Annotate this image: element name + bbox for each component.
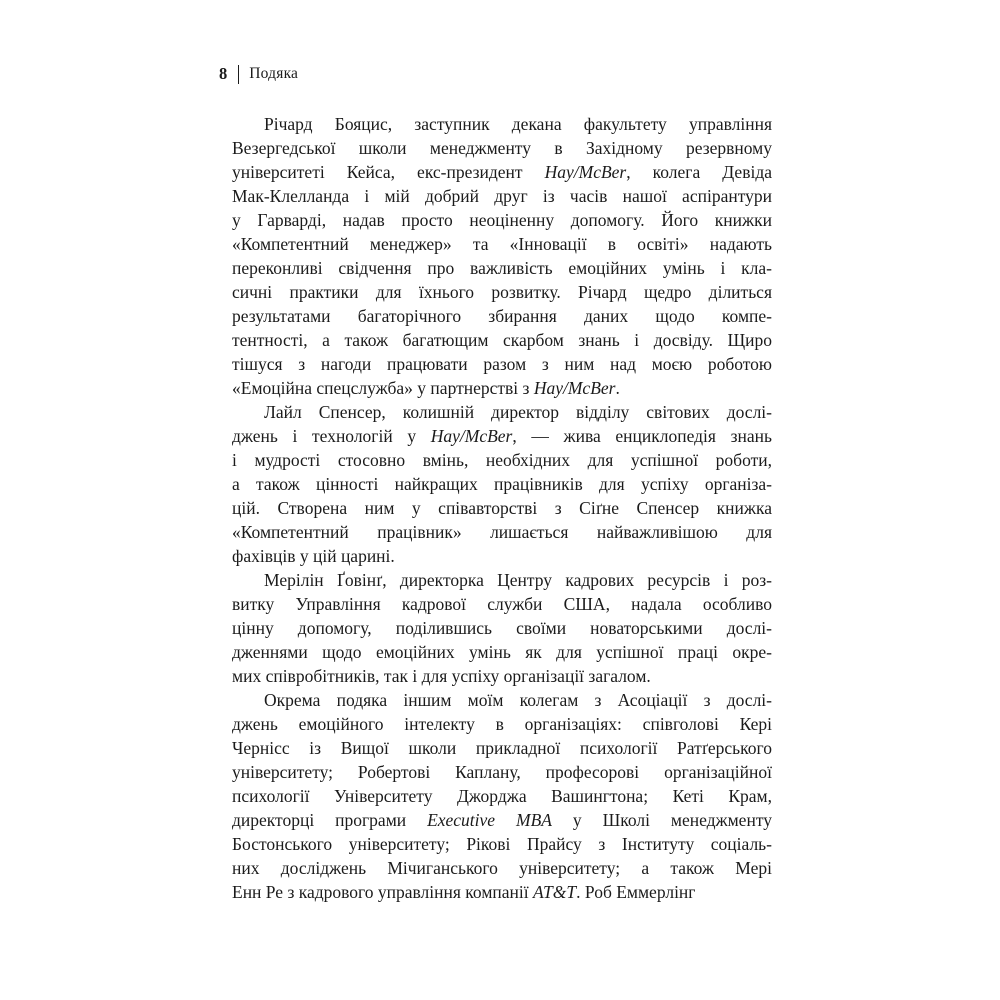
text-line: і мудрості стосовно вмінь, необхідних для успішної роботи, xyxy=(232,450,772,470)
text-line: джень і технологій у Hay/McBer, — жива енциклопедія знань xyxy=(232,426,772,446)
text-line: них досліджень Мічиганського університету; а також Мері xyxy=(232,858,772,878)
text-line: тентності, а також багатющим скарбом знань і досвіду. Щиро xyxy=(232,330,772,350)
text-line: а також цінності найкращих працівників для успіху організа- xyxy=(232,474,772,494)
text-line: університеті Кейса, екс-президент Hay/McBer, колега Девіда xyxy=(232,162,772,182)
paragraph xyxy=(232,112,772,400)
text-line: Енн Ре з кадрового управління компанії AT&T. Роб Еммерлінг xyxy=(232,882,696,902)
text-line: у Гарварді, надав просто неоціненну допомогу. Його книжки xyxy=(232,210,772,230)
text-line: переконливі свідчення про важливість емоційних умінь і кла- xyxy=(232,258,772,278)
text-line: «Емоційна спецслужба» у партнерстві з Hay/McBer. xyxy=(232,378,620,398)
text-line: Лайл Спенсер, колишній директор відділу світових дослі- xyxy=(264,402,772,422)
text-line: «Компетентний менеджер» та «Інновації в освіті» надають xyxy=(232,234,772,254)
text-line: результатами багаторічного збирання даних щодо компе- xyxy=(232,306,772,326)
text-line: «Компетентний працівник» лишається найважливішою для xyxy=(232,522,772,542)
text-line: цінну допомогу, поділившись своїми новаторськими дослі- xyxy=(232,618,772,638)
page-body xyxy=(232,112,772,904)
text-line: Везергедської школи менеджменту в Західному резервному xyxy=(232,138,772,158)
text-line: тішуся з нагоди працювати разом з ним над моєю роботою xyxy=(232,354,772,374)
text-line: Мерілін Ґовінґ, директорка Центру кадрових ресурсів і роз- xyxy=(264,570,772,590)
text-line: витку Управління кадрової служби США, надала особливо xyxy=(232,594,772,614)
text-line: Мак-Клелланда і мій добрий друг із часів нашої аспірантури xyxy=(232,186,772,206)
header-divider xyxy=(238,65,239,84)
italic-text: Hay/McBer xyxy=(544,162,627,182)
paragraph xyxy=(232,688,772,904)
running-header xyxy=(219,64,298,84)
text-line: університету; Робертові Каплану, професорові організаційної xyxy=(232,762,772,782)
text-line: директорці програми Executive MBA у Школі менеджменту xyxy=(232,810,772,830)
text-line: психології Університету Джорджа Вашингтона; Кеті Крам, xyxy=(232,786,772,806)
paragraph xyxy=(232,400,772,568)
page-number: 8 xyxy=(219,64,228,83)
italic-text: Executive MBA xyxy=(427,810,552,830)
header-title: Подяка xyxy=(249,65,299,82)
paragraph xyxy=(232,568,772,688)
text-line: джень емоційного інтелекту в організаціях: співголові Кері xyxy=(232,714,772,734)
text-line: дженнями щодо емоційних умінь як для успішної праці окре- xyxy=(232,642,772,662)
italic-text: Hay/McBer xyxy=(533,378,616,398)
text-line: Річард Бояцис, заступник декана факультету управління xyxy=(264,114,772,134)
text-line: цій. Створена ним у співавторстві з Сіґне Спенсер книжка xyxy=(232,498,772,518)
text-line: мих співробітників, так і для успіху організації загалом. xyxy=(232,666,651,686)
text-line: Окрема подяка іншим моїм колегам з Асоціації з дослі- xyxy=(264,690,772,710)
text-line: Чернісс із Вищої школи прикладної психології Ратґерського xyxy=(232,738,772,758)
italic-text: AT&T xyxy=(533,882,577,902)
text-line: сичні практики для їхнього розвитку. Річард щедро ділиться xyxy=(232,282,772,302)
text-line: фахівців у цій царині. xyxy=(232,546,395,566)
text-line: Бостонського університету; Рікові Прайсу з Інституту соціаль- xyxy=(232,834,772,854)
italic-text: Hay/McBer xyxy=(430,426,513,446)
